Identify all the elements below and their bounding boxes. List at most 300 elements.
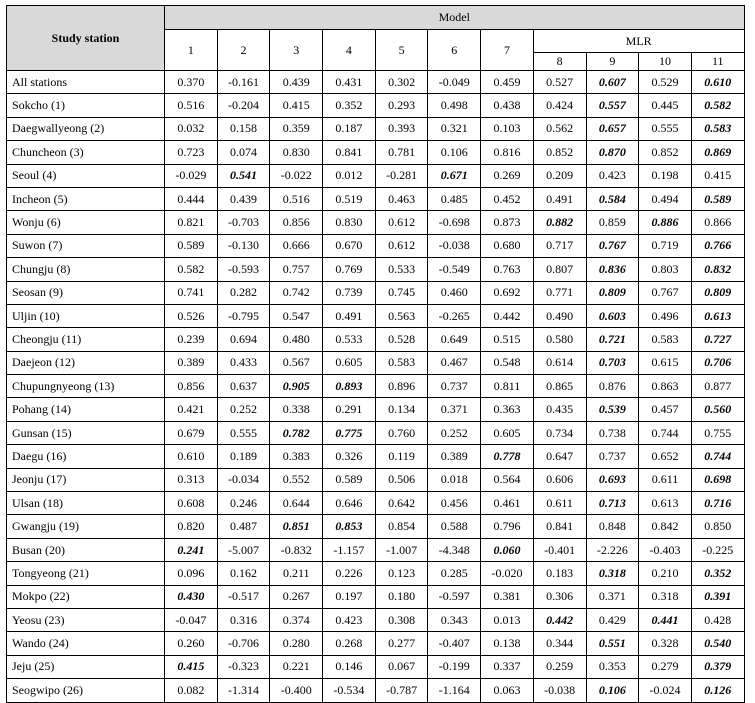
value-cell: 0.209: [533, 164, 586, 187]
value-cell: 0.882: [533, 211, 586, 234]
table-row: [7, 585, 745, 608]
value-cell: 0.421: [165, 398, 218, 421]
model-group-header: Model: [165, 6, 745, 30]
station-name-cell: Daegwallyeong (2): [7, 117, 165, 140]
value-cell: 0.067: [375, 655, 428, 678]
table-row: [7, 608, 745, 631]
model-number-header: 2: [217, 30, 270, 71]
station-name-cell: Tongyeong (21): [7, 562, 165, 585]
value-cell: -0.034: [217, 468, 270, 491]
value-cell: 0.226: [323, 562, 376, 585]
value-cell: 0.852: [533, 141, 586, 164]
value-cell: 0.343: [428, 608, 481, 631]
value-cell: 0.496: [639, 304, 692, 327]
value-cell: 0.583: [375, 351, 428, 374]
value-cell: 0.187: [323, 117, 376, 140]
value-cell: 0.431: [323, 71, 376, 94]
value-cell: 0.103: [481, 117, 534, 140]
value-cell: 0.459: [481, 71, 534, 94]
value-cell: -0.204: [217, 94, 270, 117]
value-cell: 0.439: [270, 71, 323, 94]
station-name-cell: Busan (20): [7, 538, 165, 561]
value-cell: -0.401: [533, 538, 586, 561]
mlr-group-header: MLR: [533, 30, 744, 53]
value-cell: -0.795: [217, 304, 270, 327]
model-number-header: 10: [639, 53, 692, 71]
value-cell: 0.582: [691, 94, 744, 117]
value-cell: 0.282: [217, 281, 270, 304]
value-cell: 0.737: [586, 445, 639, 468]
value-cell: 0.692: [481, 281, 534, 304]
table-body: [7, 71, 745, 703]
value-cell: 0.841: [533, 515, 586, 538]
value-cell: 0.741: [165, 281, 218, 304]
value-cell: 0.647: [533, 445, 586, 468]
station-name-cell: Yeosu (23): [7, 608, 165, 631]
value-cell: 0.279: [639, 655, 692, 678]
value-cell: 0.285: [428, 562, 481, 585]
table-row: [7, 538, 745, 561]
value-cell: 0.607: [586, 71, 639, 94]
model-number-header: 3: [270, 30, 323, 71]
value-cell: 0.563: [375, 304, 428, 327]
value-cell: 0.564: [481, 468, 534, 491]
value-cell: -1.157: [323, 538, 376, 561]
value-cell: 0.782: [270, 421, 323, 444]
value-cell: 0.755: [691, 421, 744, 444]
value-cell: 0.551: [586, 632, 639, 655]
value-cell: 0.415: [691, 164, 744, 187]
value-cell: 0.180: [375, 585, 428, 608]
value-cell: 0.694: [217, 328, 270, 351]
value-cell: 0.555: [639, 117, 692, 140]
value-cell: 0.717: [533, 234, 586, 257]
value-cell: 0.519: [323, 187, 376, 210]
value-cell: 0.841: [323, 141, 376, 164]
table-row: [7, 304, 745, 327]
value-cell: -4.348: [428, 538, 481, 561]
value-cell: -0.225: [691, 538, 744, 561]
value-cell: 0.821: [165, 211, 218, 234]
value-cell: 0.763: [481, 258, 534, 281]
station-name-cell: Seoul (4): [7, 164, 165, 187]
value-cell: -0.020: [481, 562, 534, 585]
value-cell: 0.775: [323, 421, 376, 444]
value-cell: 0.391: [691, 585, 744, 608]
table-row: [7, 258, 745, 281]
table-row: [7, 328, 745, 351]
value-cell: 0.853: [323, 515, 376, 538]
table-row: [7, 211, 745, 234]
value-cell: 0.082: [165, 679, 218, 702]
value-cell: -0.130: [217, 234, 270, 257]
value-cell: 0.429: [586, 608, 639, 631]
value-cell: 0.293: [375, 94, 428, 117]
value-cell: 0.588: [428, 515, 481, 538]
value-cell: 0.652: [639, 445, 692, 468]
value-cell: 0.326: [323, 445, 376, 468]
station-name-cell: Ulsan (18): [7, 492, 165, 515]
value-cell: -0.281: [375, 164, 428, 187]
value-cell: 0.649: [428, 328, 481, 351]
value-cell: 0.302: [375, 71, 428, 94]
station-name-cell: Gunsan (15): [7, 421, 165, 444]
value-cell: 0.506: [375, 468, 428, 491]
value-cell: 0.444: [165, 187, 218, 210]
value-cell: 0.739: [323, 281, 376, 304]
value-cell: 0.328: [639, 632, 692, 655]
value-cell: 0.374: [270, 608, 323, 631]
value-cell: 0.613: [639, 492, 692, 515]
value-cell: 0.260: [165, 632, 218, 655]
value-cell: -0.517: [217, 585, 270, 608]
value-cell: 0.851: [270, 515, 323, 538]
value-cell: 0.267: [270, 585, 323, 608]
value-cell: -0.038: [428, 234, 481, 257]
table-row: [7, 187, 745, 210]
value-cell: 0.583: [639, 328, 692, 351]
station-name-cell: Incheon (5): [7, 187, 165, 210]
value-cell: 0.018: [428, 468, 481, 491]
value-cell: 0.807: [533, 258, 586, 281]
value-cell: 0.769: [323, 258, 376, 281]
table-row: [7, 515, 745, 538]
value-cell: 0.642: [375, 492, 428, 515]
value-cell: 0.433: [217, 351, 270, 374]
value-cell: 0.439: [217, 187, 270, 210]
table-row: [7, 141, 745, 164]
value-cell: 0.842: [639, 515, 692, 538]
value-cell: 0.013: [481, 608, 534, 631]
value-cell: 0.457: [639, 398, 692, 421]
value-cell: 0.803: [639, 258, 692, 281]
value-cell: 0.371: [428, 398, 481, 421]
value-cell: 0.603: [586, 304, 639, 327]
station-name-cell: Cheongju (11): [7, 328, 165, 351]
station-name-cell: Uljin (10): [7, 304, 165, 327]
value-cell: 0.480: [270, 328, 323, 351]
model-number-header: 6: [428, 30, 481, 71]
value-cell: 0.606: [533, 468, 586, 491]
value-cell: 0.393: [375, 117, 428, 140]
value-cell: 0.637: [217, 375, 270, 398]
value-cell: 0.344: [533, 632, 586, 655]
value-cell: 0.487: [217, 515, 270, 538]
value-cell: 0.706: [691, 351, 744, 374]
station-name-cell: Daegu (16): [7, 445, 165, 468]
table-row: [7, 445, 745, 468]
value-cell: 0.657: [586, 117, 639, 140]
value-cell: 0.490: [533, 304, 586, 327]
value-cell: 0.863: [639, 375, 692, 398]
value-cell: 0.096: [165, 562, 218, 585]
model-number-header: 5: [375, 30, 428, 71]
value-cell: 0.415: [270, 94, 323, 117]
station-name-cell: Suwon (7): [7, 234, 165, 257]
value-cell: 0.848: [586, 515, 639, 538]
table-row: [7, 632, 745, 655]
station-name-cell: Sokcho (1): [7, 94, 165, 117]
value-cell: -0.323: [217, 655, 270, 678]
value-cell: 0.353: [586, 655, 639, 678]
value-cell: 0.742: [270, 281, 323, 304]
value-cell: 0.438: [481, 94, 534, 117]
value-cell: 0.430: [165, 585, 218, 608]
value-cell: 0.744: [691, 445, 744, 468]
model-number-header: 9: [586, 53, 639, 71]
value-cell: 0.277: [375, 632, 428, 655]
value-cell: 0.852: [639, 141, 692, 164]
value-cell: 0.533: [323, 328, 376, 351]
value-cell: 0.134: [375, 398, 428, 421]
value-cell: -0.703: [217, 211, 270, 234]
value-cell: 0.158: [217, 117, 270, 140]
value-cell: -0.265: [428, 304, 481, 327]
value-cell: 0.582: [165, 258, 218, 281]
value-cell: 0.850: [691, 515, 744, 538]
value-cell: 0.832: [691, 258, 744, 281]
value-cell: 0.589: [165, 234, 218, 257]
value-cell: 0.584: [586, 187, 639, 210]
station-name-cell: Jeonju (17): [7, 468, 165, 491]
value-cell: 0.865: [533, 375, 586, 398]
value-cell: 0.363: [481, 398, 534, 421]
value-cell: 0.516: [270, 187, 323, 210]
value-cell: -0.199: [428, 655, 481, 678]
value-cell: 0.671: [428, 164, 481, 187]
table-row: [7, 281, 745, 304]
value-cell: 0.583: [691, 117, 744, 140]
model-number-header: 11: [691, 53, 744, 71]
station-name-cell: Jeju (25): [7, 655, 165, 678]
value-cell: 0.757: [270, 258, 323, 281]
value-cell: 0.778: [481, 445, 534, 468]
station-name-cell: Wonju (6): [7, 211, 165, 234]
value-cell: 0.809: [586, 281, 639, 304]
value-cell: 0.646: [323, 492, 376, 515]
value-cell: 0.644: [270, 492, 323, 515]
value-cell: -0.549: [428, 258, 481, 281]
value-cell: 0.766: [691, 234, 744, 257]
value-cell: 0.580: [533, 328, 586, 351]
value-cell: 0.268: [323, 632, 376, 655]
value-cell: 0.811: [481, 375, 534, 398]
value-cell: 0.252: [428, 421, 481, 444]
table-row: [7, 94, 745, 117]
value-cell: 0.719: [639, 234, 692, 257]
table-row: [7, 398, 745, 421]
value-cell: 0.259: [533, 655, 586, 678]
value-cell: -0.022: [270, 164, 323, 187]
value-cell: 0.613: [691, 304, 744, 327]
value-cell: 0.423: [586, 164, 639, 187]
value-cell: 0.442: [533, 608, 586, 631]
table-row: [7, 351, 745, 374]
value-cell: 0.491: [323, 304, 376, 327]
value-cell: 0.869: [691, 141, 744, 164]
value-cell: -0.407: [428, 632, 481, 655]
table-row: [7, 492, 745, 515]
value-cell: 0.737: [428, 375, 481, 398]
value-cell: 0.856: [165, 375, 218, 398]
value-cell: 0.515: [481, 328, 534, 351]
value-cell: 0.612: [375, 234, 428, 257]
value-cell: 0.771: [533, 281, 586, 304]
value-cell: 0.611: [639, 468, 692, 491]
value-cell: 0.893: [323, 375, 376, 398]
value-cell: 0.370: [165, 71, 218, 94]
value-cell: 0.383: [270, 445, 323, 468]
value-cell: 0.291: [323, 398, 376, 421]
value-cell: 0.415: [165, 655, 218, 678]
value-cell: 0.106: [428, 141, 481, 164]
value-cell: 0.854: [375, 515, 428, 538]
station-name-cell: Pohang (14): [7, 398, 165, 421]
value-cell: 0.541: [217, 164, 270, 187]
value-cell: 0.012: [323, 164, 376, 187]
value-cell: 0.308: [375, 608, 428, 631]
value-cell: 0.445: [639, 94, 692, 117]
table-row: [7, 164, 745, 187]
value-cell: 0.318: [586, 562, 639, 585]
station-name-cell: Seogwipo (26): [7, 679, 165, 702]
value-cell: 0.074: [217, 141, 270, 164]
value-cell: 0.060: [481, 538, 534, 561]
station-name-cell: Chuncheon (3): [7, 141, 165, 164]
value-cell: 0.241: [165, 538, 218, 561]
value-cell: 0.734: [533, 421, 586, 444]
value-cell: 0.280: [270, 632, 323, 655]
table-row: [7, 375, 745, 398]
value-cell: 0.886: [639, 211, 692, 234]
value-cell: -0.706: [217, 632, 270, 655]
value-cell: 0.745: [375, 281, 428, 304]
table-row: [7, 679, 745, 702]
value-cell: 0.269: [481, 164, 534, 187]
value-cell: 0.589: [323, 468, 376, 491]
value-cell: 0.809: [691, 281, 744, 304]
value-cell: -1.164: [428, 679, 481, 702]
value-cell: 0.063: [481, 679, 534, 702]
value-cell: -1.007: [375, 538, 428, 561]
value-cell: 0.352: [691, 562, 744, 585]
value-cell: 0.670: [323, 234, 376, 257]
value-cell: 0.820: [165, 515, 218, 538]
value-cell: 0.605: [323, 351, 376, 374]
value-cell: -5.007: [217, 538, 270, 561]
value-cell: -0.400: [270, 679, 323, 702]
value-cell: 0.211: [270, 562, 323, 585]
table-row: [7, 468, 745, 491]
value-cell: 0.198: [639, 164, 692, 187]
value-cell: 0.548: [481, 351, 534, 374]
value-cell: 0.138: [481, 632, 534, 655]
table-row: [7, 562, 745, 585]
station-name-cell: Daejeon (12): [7, 351, 165, 374]
value-cell: 0.316: [217, 608, 270, 631]
value-cell: 0.610: [691, 71, 744, 94]
value-cell: 0.547: [270, 304, 323, 327]
value-cell: 0.221: [270, 655, 323, 678]
station-name-cell: Seosan (9): [7, 281, 165, 304]
value-cell: -0.832: [270, 538, 323, 561]
value-cell: -0.403: [639, 538, 692, 561]
value-cell: 0.610: [165, 445, 218, 468]
value-cell: 0.836: [586, 258, 639, 281]
station-name-cell: Chungju (8): [7, 258, 165, 281]
value-cell: 0.567: [270, 351, 323, 374]
value-cell: 0.389: [165, 351, 218, 374]
value-cell: 0.589: [691, 187, 744, 210]
value-cell: 0.389: [428, 445, 481, 468]
value-cell: 0.381: [481, 585, 534, 608]
value-cell: 0.527: [533, 71, 586, 94]
value-cell: 0.423: [323, 608, 376, 631]
model-number-header: 8: [533, 53, 586, 71]
value-cell: 0.313: [165, 468, 218, 491]
value-cell: 0.703: [586, 351, 639, 374]
value-cell: 0.239: [165, 328, 218, 351]
value-cell: 0.723: [165, 141, 218, 164]
value-cell: 0.539: [586, 398, 639, 421]
value-cell: 0.552: [270, 468, 323, 491]
value-cell: 0.693: [586, 468, 639, 491]
value-cell: 0.713: [586, 492, 639, 515]
value-cell: 0.605: [481, 421, 534, 444]
value-cell: 0.461: [481, 492, 534, 515]
value-cell: 0.796: [481, 515, 534, 538]
value-cell: 0.337: [481, 655, 534, 678]
value-cell: 0.306: [533, 585, 586, 608]
value-cell: 0.896: [375, 375, 428, 398]
value-cell: 0.494: [639, 187, 692, 210]
value-cell: 0.698: [691, 468, 744, 491]
model-number-header: 7: [481, 30, 534, 71]
value-cell: -1.314: [217, 679, 270, 702]
station-name-cell: Chupungnyeong (13): [7, 375, 165, 398]
value-cell: 0.106: [586, 679, 639, 702]
value-cell: 0.463: [375, 187, 428, 210]
value-cell: 0.680: [481, 234, 534, 257]
value-cell: 0.338: [270, 398, 323, 421]
value-cell: 0.830: [270, 141, 323, 164]
value-cell: 0.352: [323, 94, 376, 117]
value-cell: 0.540: [691, 632, 744, 655]
value-cell: 0.435: [533, 398, 586, 421]
value-cell: 0.529: [639, 71, 692, 94]
value-cell: 0.562: [533, 117, 586, 140]
value-cell: -0.038: [533, 679, 586, 702]
value-cell: -0.698: [428, 211, 481, 234]
value-cell: 0.608: [165, 492, 218, 515]
value-cell: 0.526: [165, 304, 218, 327]
value-cell: -0.029: [165, 164, 218, 187]
value-cell: 0.873: [481, 211, 534, 234]
value-cell: 0.371: [586, 585, 639, 608]
value-cell: 0.460: [428, 281, 481, 304]
station-column-header: Study station: [7, 6, 165, 71]
value-cell: 0.877: [691, 375, 744, 398]
value-cell: 0.119: [375, 445, 428, 468]
value-cell: 0.666: [270, 234, 323, 257]
value-cell: 0.560: [691, 398, 744, 421]
value-cell: 0.146: [323, 655, 376, 678]
station-name-cell: Mokpo (22): [7, 585, 165, 608]
value-cell: 0.197: [323, 585, 376, 608]
value-cell: -0.534: [323, 679, 376, 702]
value-cell: -0.047: [165, 608, 218, 631]
value-cell: 0.760: [375, 421, 428, 444]
